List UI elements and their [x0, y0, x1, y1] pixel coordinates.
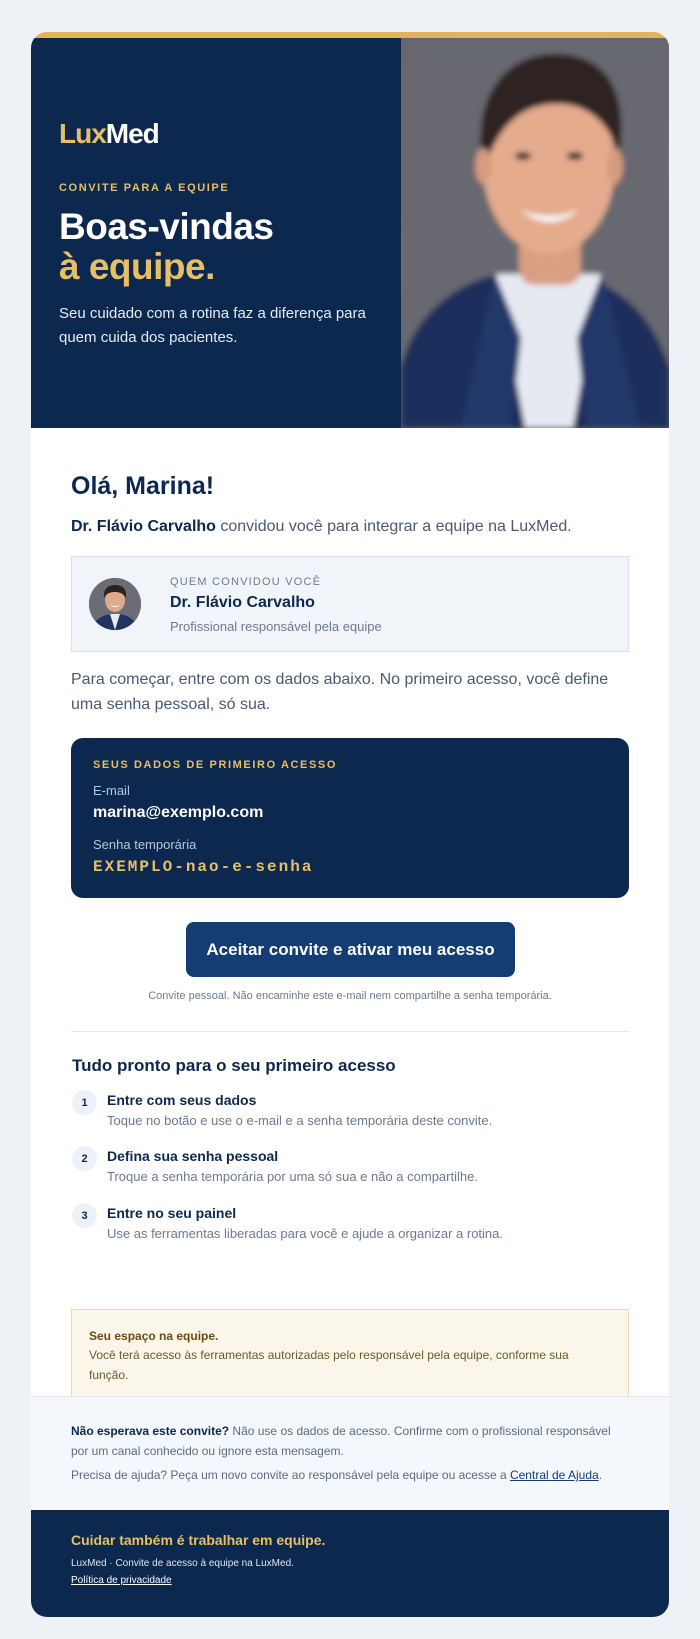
email-label: E-mail — [93, 783, 130, 798]
hero-banner — [31, 38, 669, 428]
team-space-text: Você terá acesso às ferramentas autorizadas pelo responsável pela equipe, conforme sua função. — [89, 1348, 569, 1382]
privacy-policy-link[interactable]: Política de privacidade — [71, 1575, 172, 1586]
steps-title: Tudo pronto para o seu primeiro acesso — [72, 1056, 396, 1075]
help-text: Precisa de ajuda? Peça um novo convite ao responsável pela equipe ou acesse a Central de Ajuda. — [71, 1468, 603, 1482]
team-space-title: Seu espaço na equipe. — [89, 1329, 219, 1343]
step-description: Use as ferramentas liberadas para você e ajude a organizar a rotina. — [107, 1226, 503, 1241]
greeting: Olá, Marina! — [71, 472, 215, 500]
doctor-photo — [401, 38, 669, 428]
hero-subtitle: Seu cuidado com a rotina faz a diferença para quem cuida dos pacientes. — [59, 305, 366, 346]
step-item — [71, 1203, 629, 1247]
inviter-name: Dr. Flávio Carvalho — [170, 594, 315, 611]
personal-invite-notice: Convite pessoal. Não encaminhe este e-mail nem compartilhe a senha temporária. — [148, 990, 552, 1002]
step-title: Entre com seus dados — [107, 1092, 257, 1108]
email-card — [31, 32, 669, 1617]
step-number: 2 — [72, 1146, 97, 1171]
step-item — [71, 1146, 629, 1190]
inviter-eyebrow: QUEM CONVIDOU VOCÊ — [170, 576, 322, 588]
avatar — [89, 578, 141, 630]
help-center-link[interactable]: Central de Ajuda — [509, 1468, 599, 1482]
security-note — [31, 1396, 669, 1510]
inviter-card — [71, 556, 629, 652]
footer — [31, 1510, 669, 1617]
temporary-password-value[interactable]: EXEMPLO-nao-e-senha — [93, 858, 314, 876]
divider — [71, 1031, 629, 1032]
footer-line: LuxMed · Convite de acesso à equipe na LuxMed. — [71, 1558, 294, 1569]
instructions-text: Para começar, entre com os dados abaixo. No primeiro acesso, você define uma senha pessoal, só sua. — [71, 671, 609, 713]
email-value[interactable]: marina@exemplo.com — [93, 804, 264, 821]
accept-invite-button[interactable]: Aceitar convite e ativar meu acesso — [186, 922, 515, 977]
hero-title-accent: à equipe. — [59, 246, 215, 287]
credentials-title: SEUS DADOS DE PRIMEIRO ACESSO — [93, 759, 338, 771]
team-space-note — [71, 1309, 629, 1399]
step-description: Troque a senha temporária por uma só sua e não a compartilhe. — [107, 1169, 478, 1184]
step-number: 1 — [72, 1090, 97, 1115]
password-label: Senha temporária — [93, 837, 197, 852]
hero-eyebrow: CONVITE PARA A EQUIPE — [59, 182, 230, 194]
step-number: 3 — [72, 1203, 97, 1228]
intro-text: Dr. Flávio Carvalho convidou você para integrar a equipe na LuxMed. — [71, 518, 572, 535]
inviter-role: Profissional responsável pela equipe — [170, 619, 382, 634]
hero-text — [59, 38, 389, 428]
credentials-box — [71, 738, 629, 898]
footer-tagline: Cuidar também é trabalhar em equipe. — [71, 1532, 326, 1548]
step-title: Defina sua senha pessoal — [107, 1148, 279, 1164]
hero-title: Boas-vindas — [59, 206, 274, 247]
step-description: Toque no botão e use o e-mail e a senha temporária deste convite. — [107, 1113, 493, 1128]
step-item — [71, 1090, 629, 1134]
step-title: Entre no seu painel — [107, 1205, 237, 1221]
brand-logo: LuxMed — [59, 118, 159, 149]
unexpected-invite-text: Não esperava este convite? Não use os dados de acesso. Confirme com o profissional responsável por um canal conhecido ou ignore esta mensagem. — [71, 1424, 611, 1458]
